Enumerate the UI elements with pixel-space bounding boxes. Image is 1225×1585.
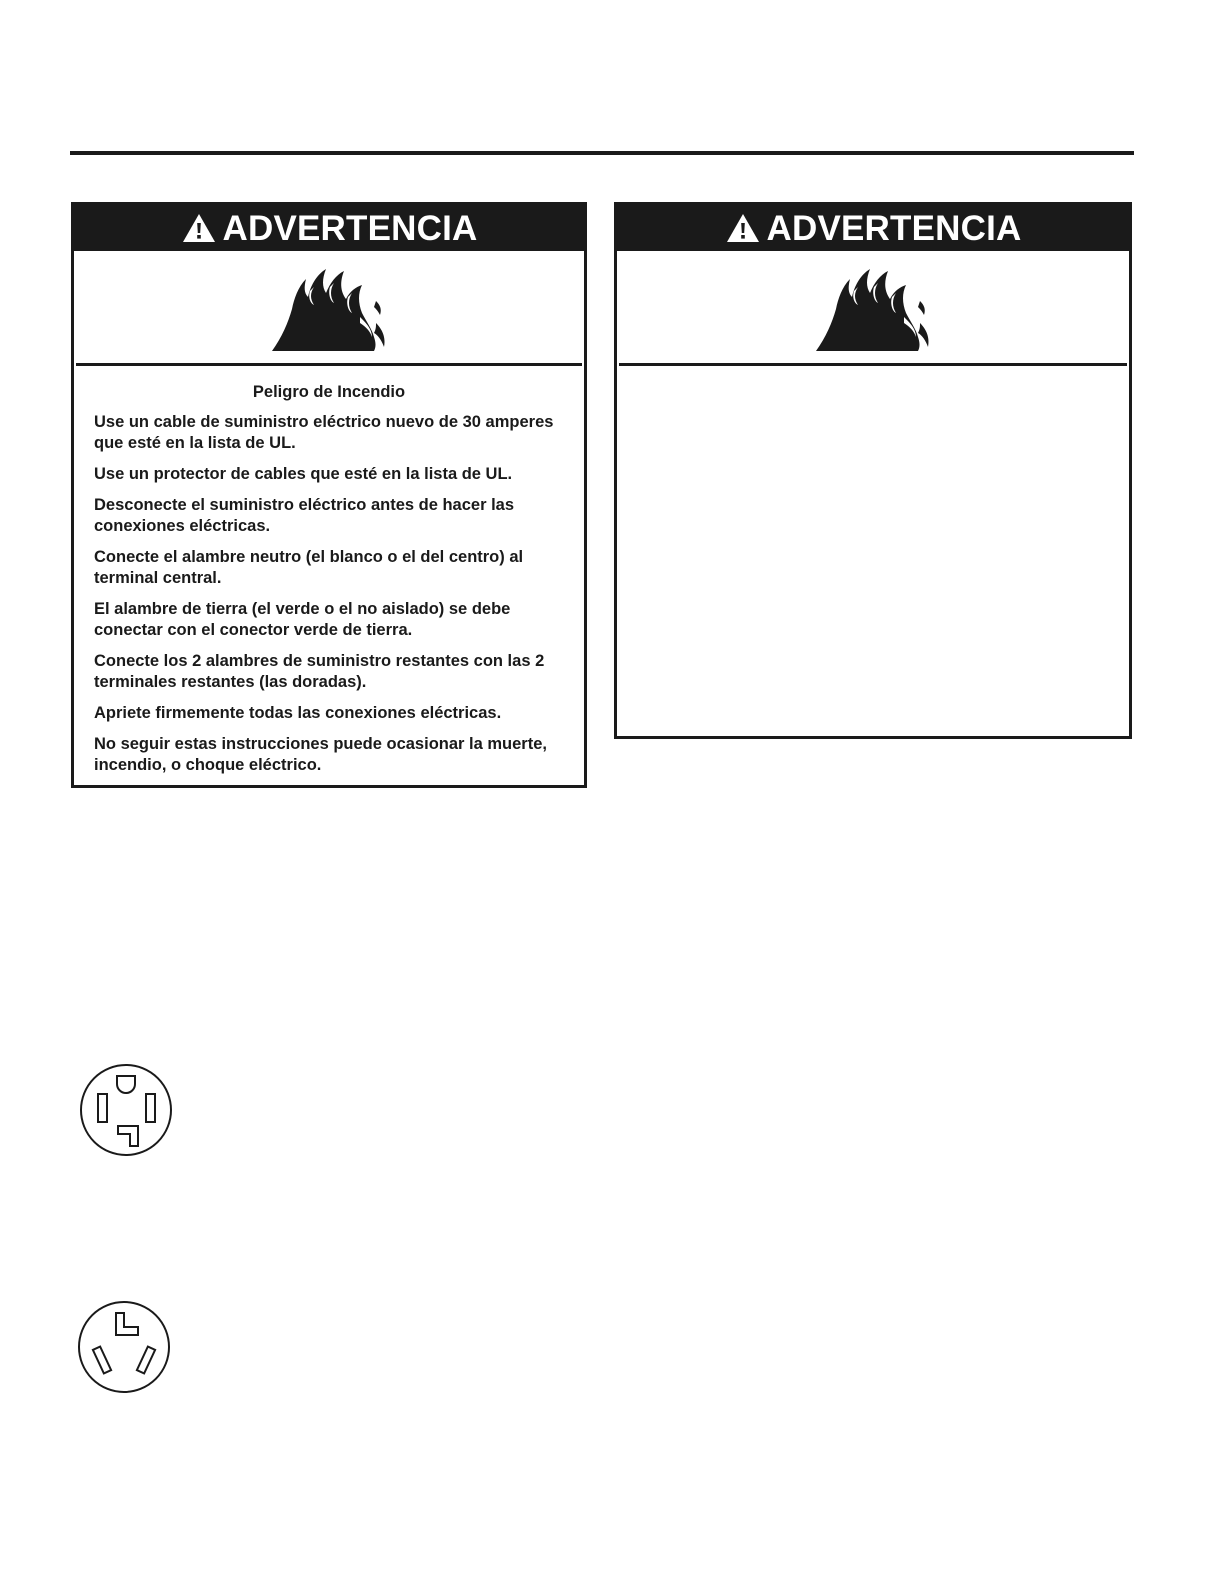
warning-item: Use un cable de suministro eléctrico nuevo de 30 amperes que esté en la lista de UL. [94, 413, 554, 452]
four-prong-outlet-icon [78, 1062, 174, 1158]
right-warning-box [614, 202, 1132, 739]
warning-item: Conecte el alambre neutro (el blanco o el del centro) al terminal central. [94, 548, 524, 587]
right-warning-title: ADVERTENCIA [766, 208, 1022, 248]
warning-item: Use un protector de cables que esté en la lista de UL. [94, 465, 513, 483]
left-warning-heading: Peligro de Incendio [252, 383, 406, 401]
left-warning-box [71, 202, 587, 788]
warning-item: Desconecte el suministro eléctrico antes de hacer las conexiones eléctricas. [94, 496, 515, 535]
left-warning-title: ADVERTENCIA [222, 208, 478, 248]
left-warning-header [74, 205, 584, 251]
fire-hazard-icon [264, 257, 394, 357]
warning-item: Apriete firmemente todas las conexiones eléctricas. [94, 704, 502, 722]
warning-item: Conecte los 2 alambres de suministro restantes con las 2 terminales restantes (las doradas). [94, 652, 545, 691]
warning-triangle-icon [725, 212, 761, 244]
right-warning-body [617, 366, 1129, 380]
fire-hazard-icon [808, 257, 938, 357]
warning-triangle-icon [181, 212, 217, 244]
right-warning-header [617, 205, 1129, 251]
left-symbol-panel [76, 251, 582, 366]
right-symbol-panel [619, 251, 1127, 366]
top-rule [70, 151, 1134, 155]
warning-item: El alambre de tierra (el verde o el no aislado) se debe conectar con el conector verde de tierra. [94, 600, 511, 639]
left-warning-body [74, 366, 584, 776]
warning-item: No seguir estas instrucciones puede ocasionar la muerte, incendio, o choque eléctrico. [94, 735, 547, 774]
three-prong-outlet-icon [76, 1297, 172, 1395]
